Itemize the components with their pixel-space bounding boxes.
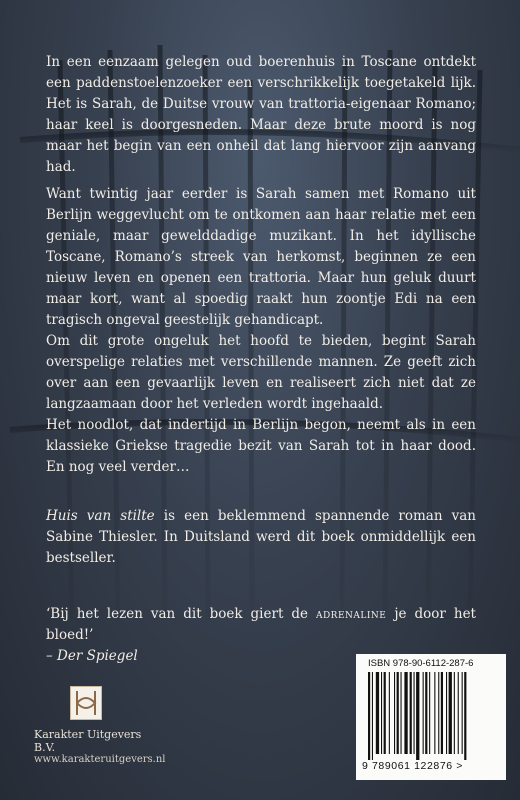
quote-text-before: ‘Bij het lezen van dit boek giert de bbox=[46, 606, 316, 622]
book-title: Huis van stilte bbox=[46, 508, 155, 524]
barcode-bar bbox=[438, 672, 439, 754]
description-text-2: Want twintig jaar eerder is Sarah samen met Romano uit Berlijn weggevlucht om te ontkomen aan haar relatie met een geniale, maar gewelddadige muzikant. In het idyllische Toscane, Romano’s streek van herkomst, beginnen ze een nieuw leven en openen een trattoria. Maar hun geluk duurt maar kort, want al spoedig raakt hun zoontje Edi na een tragisch ongeval geestelijk gehandicapt. bbox=[46, 186, 476, 328]
barcode-bar bbox=[464, 672, 466, 760]
barcode-bar bbox=[414, 672, 415, 754]
barcode-bar bbox=[423, 672, 424, 754]
barcode-bar bbox=[397, 672, 399, 754]
barcode-bar bbox=[441, 672, 443, 754]
publisher-block bbox=[34, 686, 166, 765]
publisher-name: Karakter Uitgevers B.V. bbox=[34, 728, 142, 754]
barcode-bar bbox=[429, 672, 430, 754]
barcode-bar bbox=[381, 672, 382, 754]
description-block-2 bbox=[46, 184, 476, 478]
publisher-logo-icon bbox=[70, 686, 102, 720]
description-text-4: Het noodlot, dat indertijd in Berlijn begon, neemt als in een klassieke Griekse tragedie bezit van Sarah tot in haar dood. En nog veel verder… bbox=[46, 417, 476, 475]
description-paragraph-1 bbox=[46, 52, 476, 178]
description-text-1: In een eenzaam gelegen oud boerenhuis in Toscane ontdekt een paddenstoelenzoeker een verschrikkelijk toegetakeld lijk. Het is Sarah, de Duitse vrouw van trattoria-eigenaar Romano; haar keel is doorgesneden. Maar deze brute moord is nog maar het begin van een onheil dat lang hiervoor zijn aanvang had. bbox=[46, 54, 476, 175]
barcode-bar bbox=[410, 672, 412, 754]
promo-text: is een beklemmend spannende roman van Sabine Thiesler. In Duitsland werd dit boek onmiddellijk een bestseller. bbox=[46, 508, 476, 566]
barcode-bar bbox=[425, 672, 427, 754]
promo-paragraph bbox=[46, 506, 476, 569]
barcode-bar bbox=[434, 672, 435, 754]
isbn-barcode-box bbox=[356, 654, 506, 780]
barcode-icon bbox=[366, 672, 496, 760]
barcode-bar bbox=[449, 672, 452, 754]
publisher-url: www.karakteruitgevers.nl bbox=[34, 754, 166, 765]
quote-highlight: adrenaline bbox=[315, 606, 387, 622]
barcode-bar bbox=[384, 672, 386, 754]
quote-text-after: je door het bloed!’ bbox=[46, 606, 476, 643]
barcode-bar bbox=[462, 672, 463, 754]
quote-source: – Der Spiegel bbox=[46, 648, 138, 664]
description-text-3: Om dit grote ongeluk het hoofd te bieden, begint Sarah overspelige relaties met verschillende mannen. Ze geeft zich over aan een gevaarlijk leven en realiseert zich niet dat ze langzaamaan door het verleden wordt ingehaald. bbox=[46, 333, 476, 412]
barcode-bar bbox=[372, 672, 373, 760]
barcode-bar bbox=[454, 672, 455, 754]
barcode-digits: 9 789061 122876 > bbox=[362, 760, 463, 772]
barcode-bar bbox=[458, 672, 459, 754]
barcode-bar bbox=[416, 672, 419, 760]
barcode-bar bbox=[394, 672, 395, 754]
barcode-bar bbox=[401, 672, 402, 754]
barcode-bar bbox=[446, 672, 447, 754]
isbn-number: ISBN 978-90-6112-287-6 bbox=[368, 658, 474, 669]
barcode-bar bbox=[389, 672, 390, 754]
barcode-bar bbox=[404, 672, 407, 754]
barcode-bar bbox=[376, 672, 379, 754]
barcode-bar bbox=[368, 672, 370, 760]
